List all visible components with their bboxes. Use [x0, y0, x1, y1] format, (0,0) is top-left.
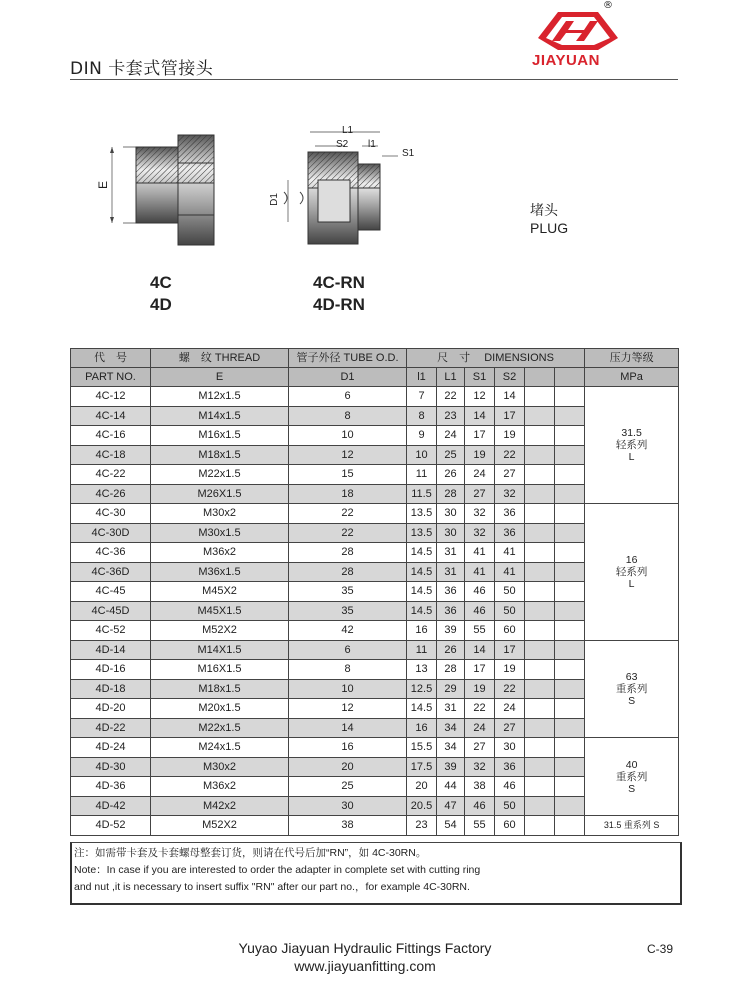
- header-l1-small: l1: [407, 368, 437, 387]
- blank-cell: [525, 465, 555, 485]
- table-row: [71, 816, 679, 836]
- part-no-cell: 4C-45D: [71, 601, 151, 621]
- s2-cell: 41: [495, 562, 525, 582]
- dim-label-s1: S1: [402, 148, 415, 159]
- tube-od-cell: 10: [289, 679, 407, 699]
- tube-od-cell: 12: [289, 445, 407, 465]
- dim-label-l1: l1: [368, 139, 376, 150]
- page-number: C-39: [647, 942, 674, 956]
- l1-cell: 11: [407, 640, 437, 660]
- tube-od-cell: 16: [289, 738, 407, 758]
- blank-cell: [555, 660, 585, 680]
- blank-cell: [525, 621, 555, 641]
- s1-cell: 46: [465, 601, 495, 621]
- tube-od-cell: 35: [289, 582, 407, 602]
- blank-cell: [555, 601, 585, 621]
- s1-cell: 24: [465, 718, 495, 738]
- thread-cell: M42x2: [151, 796, 289, 816]
- blank-cell: [555, 543, 585, 563]
- part-no-cell: 4C-36D: [71, 562, 151, 582]
- L1-cell: 28: [437, 660, 465, 680]
- note-en-line-2: and nut ,it is necessary to insert suffix "RN" after our part no.，for example 4C-30RN.: [74, 881, 470, 893]
- pressure-letter: L: [628, 577, 635, 590]
- s1-cell: 32: [465, 504, 495, 524]
- thread-cell: M24x1.5: [151, 738, 289, 758]
- registered-mark: ®: [603, 0, 613, 11]
- s1-cell: 17: [465, 660, 495, 680]
- thread-cell: M18x1.5: [151, 445, 289, 465]
- L1-cell: 23: [437, 406, 465, 426]
- blank-cell: [525, 699, 555, 719]
- blank-cell: [555, 582, 585, 602]
- thread-cell: M36x2: [151, 543, 289, 563]
- s1-cell: 32: [465, 523, 495, 543]
- part-no-cell: 4C-36: [71, 543, 151, 563]
- L1-cell: 30: [437, 504, 465, 524]
- L1-cell: 22: [437, 387, 465, 407]
- tube-od-cell: 6: [289, 387, 407, 407]
- blank-cell: [525, 406, 555, 426]
- note-cn: 注：如需带卡套及卡套螺母整套订货，则请在代号后加“RN”，如 4C-30RN。: [74, 847, 427, 859]
- table-row: [71, 738, 679, 758]
- thread-cell: M14x1.5: [151, 406, 289, 426]
- thread-cell: M36x1.5: [151, 562, 289, 582]
- part-no-cell: 4C-22: [71, 465, 151, 485]
- blank-cell: [555, 738, 585, 758]
- L1-cell: 26: [437, 465, 465, 485]
- header-d1: D1: [289, 368, 407, 387]
- header-blank-1: [525, 368, 555, 387]
- part-no-cell: 4D-20: [71, 699, 151, 719]
- header-dimensions: 尺 寸 DIMENSIONS: [407, 349, 585, 368]
- s2-cell: 60: [495, 816, 525, 836]
- tube-od-cell: 35: [289, 601, 407, 621]
- l1-cell: 20: [407, 777, 437, 797]
- note-en-line-1: Note：In case if you are interested to order the adapter in complete set with cutting ring: [74, 864, 481, 876]
- part-no-cell: 4C-45: [71, 582, 151, 602]
- part-no-cell: 4D-14: [71, 640, 151, 660]
- thread-cell: M52X2: [151, 816, 289, 836]
- page-title: DIN 卡套式管接头: [70, 59, 214, 79]
- L1-cell: 44: [437, 777, 465, 797]
- blank-cell: [525, 582, 555, 602]
- table-header-row-1: [71, 349, 679, 368]
- blank-cell: [525, 777, 555, 797]
- part-no-cell: 4D-52: [71, 816, 151, 836]
- blank-cell: [555, 426, 585, 446]
- blank-cell: [555, 777, 585, 797]
- part-no-cell: 4D-22: [71, 718, 151, 738]
- brand-name: JIAYUAN: [532, 52, 600, 69]
- header-s2: S2: [495, 368, 525, 387]
- pressure-class-cell: [585, 738, 679, 816]
- part-no-cell: 4C-30D: [71, 523, 151, 543]
- s1-cell: 41: [465, 562, 495, 582]
- L1-cell: 30: [437, 523, 465, 543]
- l1-cell: 14.5: [407, 582, 437, 602]
- L1-cell: 26: [437, 640, 465, 660]
- pressure-class-cell: [585, 387, 679, 504]
- s2-cell: 27: [495, 718, 525, 738]
- l1-cell: 16: [407, 718, 437, 738]
- blank-cell: [525, 601, 555, 621]
- thread-cell: M18x1.5: [151, 679, 289, 699]
- s2-cell: 41: [495, 543, 525, 563]
- model-4c: 4C: [150, 273, 172, 292]
- blank-cell: [555, 640, 585, 660]
- blank-cell: [525, 816, 555, 836]
- L1-cell: 36: [437, 601, 465, 621]
- header-part-no: PART NO.: [71, 368, 151, 387]
- s1-cell: 27: [465, 484, 495, 504]
- pressure-series: 轻系列: [615, 565, 648, 578]
- blank-cell: [555, 484, 585, 504]
- s2-cell: 46: [495, 777, 525, 797]
- l1-cell: 14.5: [407, 699, 437, 719]
- pressure-letter: L: [628, 451, 635, 463]
- s1-cell: 55: [465, 816, 495, 836]
- s2-cell: 19: [495, 426, 525, 446]
- L1-cell: 36: [437, 582, 465, 602]
- table-row: [71, 640, 679, 660]
- tube-od-cell: 15: [289, 465, 407, 485]
- order-note: [70, 842, 682, 905]
- l1-cell: 11.5: [407, 484, 437, 504]
- part-no-cell: 4D-18: [71, 679, 151, 699]
- s1-cell: 19: [465, 445, 495, 465]
- l1-cell: 9: [407, 426, 437, 446]
- l1-cell: 15.5: [407, 738, 437, 758]
- L1-cell: 34: [437, 718, 465, 738]
- s1-cell: 38: [465, 777, 495, 797]
- s2-cell: 36: [495, 757, 525, 777]
- blank-cell: [555, 621, 585, 641]
- L1-cell: 34: [437, 738, 465, 758]
- blank-cell: [525, 796, 555, 816]
- L1-cell: 31: [437, 562, 465, 582]
- thread-cell: M26X1.5: [151, 484, 289, 504]
- part-no-cell: 4C-14: [71, 406, 151, 426]
- blank-cell: [555, 465, 585, 485]
- blank-cell: [525, 484, 555, 504]
- tube-od-cell: 10: [289, 426, 407, 446]
- tube-od-cell: 38: [289, 816, 407, 836]
- L1-cell: 47: [437, 796, 465, 816]
- thread-cell: M16X1.5: [151, 660, 289, 680]
- s1-cell: 12: [465, 387, 495, 407]
- footer-company: Yuyao Jiayuan Hydraulic Fittings Factory: [238, 940, 492, 956]
- pressure-value: 31.5: [621, 427, 642, 439]
- dim-label-l1-overall: L1: [342, 125, 354, 136]
- table-row: [71, 387, 679, 407]
- blank-cell: [555, 679, 585, 699]
- blank-cell: [525, 757, 555, 777]
- thread-cell: M16x1.5: [151, 426, 289, 446]
- header-s1: S1: [465, 368, 495, 387]
- header-pressure: 压力等级: [585, 349, 679, 368]
- tube-od-cell: 25: [289, 777, 407, 797]
- header-divider: [70, 79, 678, 80]
- thread-cell: M22x1.5: [151, 718, 289, 738]
- s2-cell: 50: [495, 796, 525, 816]
- l1-cell: 8: [407, 406, 437, 426]
- tube-od-cell: 6: [289, 640, 407, 660]
- l1-cell: 7: [407, 387, 437, 407]
- tube-od-cell: 20: [289, 757, 407, 777]
- s1-cell: 27: [465, 738, 495, 758]
- pressure-class-cell: [585, 504, 679, 641]
- header-code: 代 号: [71, 349, 151, 368]
- blank-cell: [525, 738, 555, 758]
- dim-label-s2: S2: [336, 139, 349, 150]
- L1-cell: 24: [437, 426, 465, 446]
- thread-cell: M30x2: [151, 504, 289, 524]
- dim-label-e: E: [96, 180, 111, 190]
- pressure-letter: S: [628, 694, 636, 707]
- pressure-value: 40: [625, 758, 638, 771]
- blank-cell: [525, 640, 555, 660]
- part-no-cell: 4C-18: [71, 445, 151, 465]
- s1-cell: 24: [465, 465, 495, 485]
- blank-cell: [555, 757, 585, 777]
- l1-cell: 23: [407, 816, 437, 836]
- s1-cell: 32: [465, 757, 495, 777]
- part-no-cell: 4D-30: [71, 757, 151, 777]
- part-no-cell: 4C-52: [71, 621, 151, 641]
- s2-cell: 32: [495, 484, 525, 504]
- L1-cell: 39: [437, 757, 465, 777]
- thread-cell: M30x1.5: [151, 523, 289, 543]
- table-header-row-2: [71, 368, 679, 387]
- part-no-cell: 4D-24: [71, 738, 151, 758]
- s2-cell: 19: [495, 660, 525, 680]
- pressure-letter: S: [628, 782, 636, 795]
- part-no-cell: 4C-16: [71, 426, 151, 446]
- s1-cell: 46: [465, 796, 495, 816]
- blank-cell: [555, 699, 585, 719]
- s2-cell: 50: [495, 582, 525, 602]
- blank-cell: [555, 445, 585, 465]
- blank-cell: [555, 504, 585, 524]
- blank-cell: [555, 796, 585, 816]
- tube-od-cell: 12: [289, 699, 407, 719]
- model-4d-rn: 4D-RN: [313, 295, 365, 314]
- s2-cell: 27: [495, 465, 525, 485]
- thread-cell: M52X2: [151, 621, 289, 641]
- blank-cell: [555, 718, 585, 738]
- s1-cell: 17: [465, 426, 495, 446]
- blank-cell: [525, 387, 555, 407]
- L1-cell: 29: [437, 679, 465, 699]
- product-name-en: PLUG: [530, 220, 569, 236]
- blank-cell: [555, 562, 585, 582]
- tube-od-cell: 22: [289, 523, 407, 543]
- tube-od-cell: 8: [289, 660, 407, 680]
- l1-cell: 13.5: [407, 504, 437, 524]
- s2-cell: 17: [495, 640, 525, 660]
- l1-cell: 13: [407, 660, 437, 680]
- s2-cell: 22: [495, 445, 525, 465]
- part-no-cell: 4D-42: [71, 796, 151, 816]
- thread-cell: M45X2: [151, 582, 289, 602]
- dim-label-d1: D1: [268, 193, 280, 206]
- thread-cell: M30x2: [151, 757, 289, 777]
- blank-cell: [525, 445, 555, 465]
- model-4d: 4D: [150, 295, 172, 314]
- s1-cell: 14: [465, 406, 495, 426]
- blank-cell: [555, 523, 585, 543]
- plug-drawing-left: [98, 125, 228, 253]
- part-no-cell: 4C-12: [71, 387, 151, 407]
- tube-od-cell: 14: [289, 718, 407, 738]
- thread-cell: M45X1.5: [151, 601, 289, 621]
- l1-cell: 20.5: [407, 796, 437, 816]
- L1-cell: 54: [437, 816, 465, 836]
- l1-cell: 14.5: [407, 601, 437, 621]
- pressure-series: 重系列: [615, 682, 648, 695]
- pressure-series: 轻系列: [615, 439, 648, 451]
- header-blank-2: [555, 368, 585, 387]
- L1-cell: 25: [437, 445, 465, 465]
- dimensions-table: [70, 348, 679, 836]
- blank-cell: [525, 562, 555, 582]
- s2-cell: 24: [495, 699, 525, 719]
- blank-cell: [555, 387, 585, 407]
- part-no-cell: 4C-26: [71, 484, 151, 504]
- header-e: E: [151, 368, 289, 387]
- l1-cell: 13.5: [407, 523, 437, 543]
- s2-cell: 50: [495, 601, 525, 621]
- tube-od-cell: 30: [289, 796, 407, 816]
- s2-cell: 14: [495, 387, 525, 407]
- thread-cell: M12x1.5: [151, 387, 289, 407]
- part-no-cell: 4C-30: [71, 504, 151, 524]
- tube-od-cell: 28: [289, 543, 407, 563]
- l1-cell: 14.5: [407, 562, 437, 582]
- pressure-value: 63: [625, 670, 638, 683]
- s1-cell: 22: [465, 699, 495, 719]
- thread-cell: M20x1.5: [151, 699, 289, 719]
- blank-cell: [525, 426, 555, 446]
- s1-cell: 41: [465, 543, 495, 563]
- pressure-series: 重系列: [615, 770, 648, 783]
- l1-cell: 12.5: [407, 679, 437, 699]
- footer-url: www.jiayuanfitting.com: [294, 958, 436, 974]
- thread-cell: M22x1.5: [151, 465, 289, 485]
- blank-cell: [525, 718, 555, 738]
- pressure-class-cell: [585, 816, 679, 836]
- blank-cell: [555, 406, 585, 426]
- s1-cell: 46: [465, 582, 495, 602]
- L1-cell: 31: [437, 543, 465, 563]
- header-mpa: MPa: [585, 368, 679, 387]
- l1-cell: 11: [407, 465, 437, 485]
- tube-od-cell: 18: [289, 484, 407, 504]
- blank-cell: [525, 523, 555, 543]
- header-thread: 螺 纹 THREAD: [151, 349, 289, 368]
- pressure-class-cell: [585, 640, 679, 738]
- L1-cell: 28: [437, 484, 465, 504]
- thread-cell: M14X1.5: [151, 640, 289, 660]
- s2-cell: 17: [495, 406, 525, 426]
- pressure-value: 16: [625, 553, 638, 566]
- l1-cell: 17.5: [407, 757, 437, 777]
- tube-od-cell: 42: [289, 621, 407, 641]
- L1-cell: 39: [437, 621, 465, 641]
- header-l1-large: L1: [437, 368, 465, 387]
- s1-cell: 55: [465, 621, 495, 641]
- tube-od-cell: 22: [289, 504, 407, 524]
- model-4c-rn: 4C-RN: [313, 273, 365, 292]
- product-name-cn: 堵头: [530, 203, 558, 219]
- blank-cell: [555, 816, 585, 836]
- s2-cell: 36: [495, 504, 525, 524]
- thread-cell: M36x2: [151, 777, 289, 797]
- tube-od-cell: 28: [289, 562, 407, 582]
- l1-cell: 16: [407, 621, 437, 641]
- L1-cell: 31: [437, 699, 465, 719]
- s1-cell: 14: [465, 640, 495, 660]
- blank-cell: [525, 504, 555, 524]
- blank-cell: [525, 660, 555, 680]
- s2-cell: 60: [495, 621, 525, 641]
- tube-od-cell: 8: [289, 406, 407, 426]
- s2-cell: 36: [495, 523, 525, 543]
- s2-cell: 22: [495, 679, 525, 699]
- blank-cell: [525, 543, 555, 563]
- pressure-value: 31.5 重系列 S: [603, 820, 660, 831]
- s1-cell: 19: [465, 679, 495, 699]
- l1-cell: 10: [407, 445, 437, 465]
- blank-cell: [525, 679, 555, 699]
- part-no-cell: 4D-36: [71, 777, 151, 797]
- part-no-cell: 4D-16: [71, 660, 151, 680]
- s2-cell: 30: [495, 738, 525, 758]
- header-tube-od: 管子外径 TUBE O.D.: [289, 349, 407, 368]
- table-row: [71, 504, 679, 524]
- l1-cell: 14.5: [407, 543, 437, 563]
